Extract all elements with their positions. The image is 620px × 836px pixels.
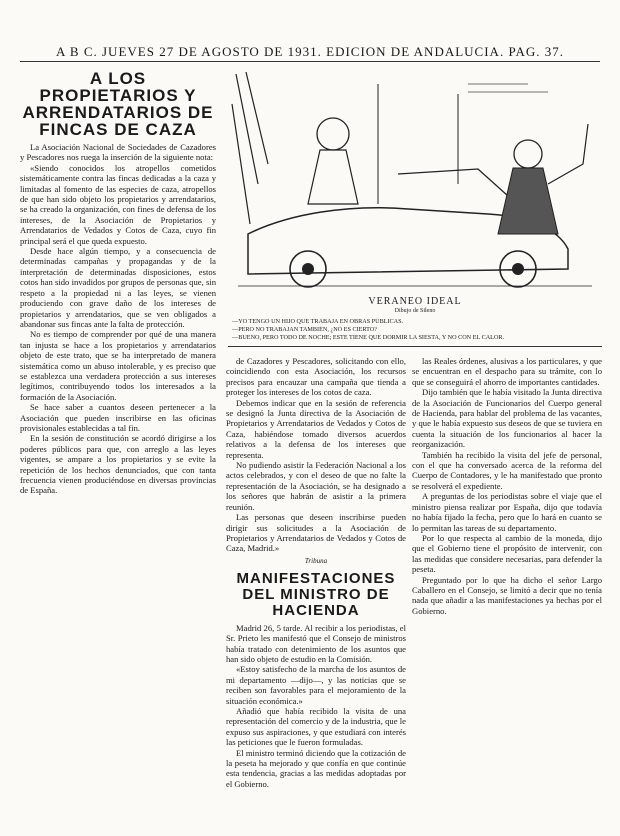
illustration-dialog [232,318,602,342]
page-header: A B C. JUEVES 27 DE AGOSTO DE 1931. EDICION DE ANDALUCIA. PAG. 37. [55,44,565,59]
article2-cont-paragraph: Preguntado por lo que ha dicho el señor Largo Caballero en el Consejo, se limitó a decir que no tenía nada que añadir a las manifestaciones ya hechas por el Gobierno. [412,574,602,616]
dialog-line: —PERO NO TRABAJAN TAMBIÉN, ¿NO ES CIERTO? [232,326,378,333]
illustration-title: VERANEO IDEAL [368,296,462,307]
article2-paragraph: «Estoy satisfecho de la marcha de los asuntos de mi departamento —dijo—, y las noticias que se reciben son favorables para el mejoramiento de la situación económica.» [226,664,406,706]
column-left [20,66,216,826]
article1-paragraph: «Siendo conocidos los atropellos cometidos sistemáticamente contra las fincas dedicadas a la caza y limitadas al fomento de las especies de caza, atropellos de que han sido objeto los propietarios y arrendatarios, se ha creado la organización, con fines de defensa de los intereses, de la Asociación de Propietarios y Arrendatarios de Vedados y Cotos de Caza, cuyo fin principal será el que queda expuesto. [20,162,216,246]
dialog-line: —BUENO, PERO TODO DE NOCHE; ESTE TIENE QUE DORMIR LA SIESTA, Y NO CON EL CALOR. [232,334,505,341]
article2-cont-paragraph: Dijo también que le había visitado la Junta directiva de la Asociación de Funcionarios del Cuerpo general de Hacienda, para hablar del problema de las vacantes, y que le había expuesto sus deseos de que se tuviera en cuenta la situación de los funcionarios al hacer la reorganización. [412,387,602,450]
header-rule [20,61,600,62]
cartoon-illustration [228,64,602,292]
article1-paragraph: No es tiempo de comprender por qué de una manera tan injusta se hace a los propietarios y arrendatarios objeto de este trato, que se ha interpretado de manera sistemática como un abuso intolerable, y es preciso que se establezca una verdadera protección a sus intereses legítimos, contribuyendo todos los interesados a la formación de la Asociación. [20,329,216,402]
article1-cont-paragraph: No pudiendo asistir la Federación Nacional a los actos celebrados, y con el deseo de que no falte la representación de la Asociación, se ha designado a los señores que habrán de asistir a la primera reunión. [226,460,406,512]
article2-cont-paragraph: A preguntas de los periodistas sobre el viaje que el ministro piensa realizar por España, dijo que todavía no había fijado la fecha, pero que lo hará en cuanto se lo permitan las tareas de su departamento. [412,491,602,533]
article2-headline: MANIFESTACIONES DEL MINISTRO DE HACIENDA [236,569,396,619]
article1-paragraph: En la sesión de constitución se acordó dirigirse a los poderes públicos para que, con arreglo a las leyes vigentes, se ampare a los propietarios y se evite la repetición de los hechos denunciados, que con tanta frecuencia vienen produciéndose en diversas provincias de España. [20,433,216,496]
article1-headline: A LOS PROPIETARIOS Y ARRENDATARIOS DE FINCAS DE CAZA [22,69,214,139]
article1-closing: Tribuna [304,556,328,565]
article1-paragraph: Desde hace algún tiempo, y a consecuencia de determinadas campañas y propagandas y de la interpretación de determinadas disposiciones, estos cotos han sido invadidos por grupos de personas que, sin respeto a la propiedad ni a las leyes, se vienen produciendo con grave daño de los intereses de propietarios y arrendatarios, que se ven obligados a abandonar sus fincas ante la falta de protección. [20,246,216,329]
illustration-rule [228,346,602,347]
article2-cont-paragraph: También ha recibido la visita del jefe de personal, con el que ha conversado acerca de la reforma del Cuerpo de Contadores, y le ha manifestado que pronto se resolverá el expediente. [412,449,602,491]
article1-paragraph: La Asociación Nacional de Sociedades de Cazadores y Pescadores nos ruega la inserción de la siguiente nota: [20,142,216,163]
article1-cont-paragraph: Debemos indicar que en la sesión de referencia se designó la Junta directiva de la Asociación de Propietarios y Arrendatarios de Vedados y Cotos de Caza, habiéndose tomado diversos acuerdos relativos a la defensa de los intereses que representa. [226,397,406,460]
column-middle [226,356,406,826]
article2-paragraph: Añadió que había recibido la visita de una representación del comercio y de la industria, que le expuso sus aspiraciones, y que estudiará con interés las peticiones que le fueron formuladas. [226,705,406,748]
article1-paragraph: Se hace saber a cuantos deseen pertenecer a la Asociación que pueden inscribirse en las oficinas provisionales establecidas a tal fin. [20,402,216,433]
article1-cont-paragraph: de Cazadores y Pescadores, solicitando con ello, coincidiendo con esta Asociación, los recursos precisos para encauzar una campaña que tienda a proteger los intereses de los cotos de caza. [226,356,406,398]
article2-paragraph: Madrid 26, 5 tarde. Al recibir a los periodistas, el Sr. Prieto les manifestó que el Consejo de ministros había tratado con detenimiento de los asuntos que han sido objeto de estudio en la Comisión. [226,622,406,664]
dialog-line: —YO TENGO UN HIJO QUE TRABAJA EN OBRAS PÚBLICAS. [232,318,404,325]
article2-cont-paragraph: las Reales órdenes, alusivas a los particulares, y que se encuentran en el despacho para su trámite, con lo que se conseguirá el ahorro de importantes cantidades. [412,356,602,387]
article2-cont-paragraph: Por lo que respecta al cambio de la moneda, dijo que el Gobierno tiene el propósito de intervenir, con las medidas que considere necesarias, para defender la peseta. [412,532,602,575]
article2-paragraph: El ministro terminó diciendo que la cotización de la peseta ha mejorado y que confía en que continúe esta tendencia, gracias a las medidas adoptadas por el Gobierno. [226,747,406,789]
article1-cont-paragraph: Las personas que deseen inscribirse pueden dirigir sus solicitudes a la Asociación de Propietarios y Arrendatarios de Vedados y Cotos de Caza, Madrid.» [226,512,406,554]
illustration-artist: Dibujo de Sileno [394,308,436,314]
column-right [412,356,602,826]
